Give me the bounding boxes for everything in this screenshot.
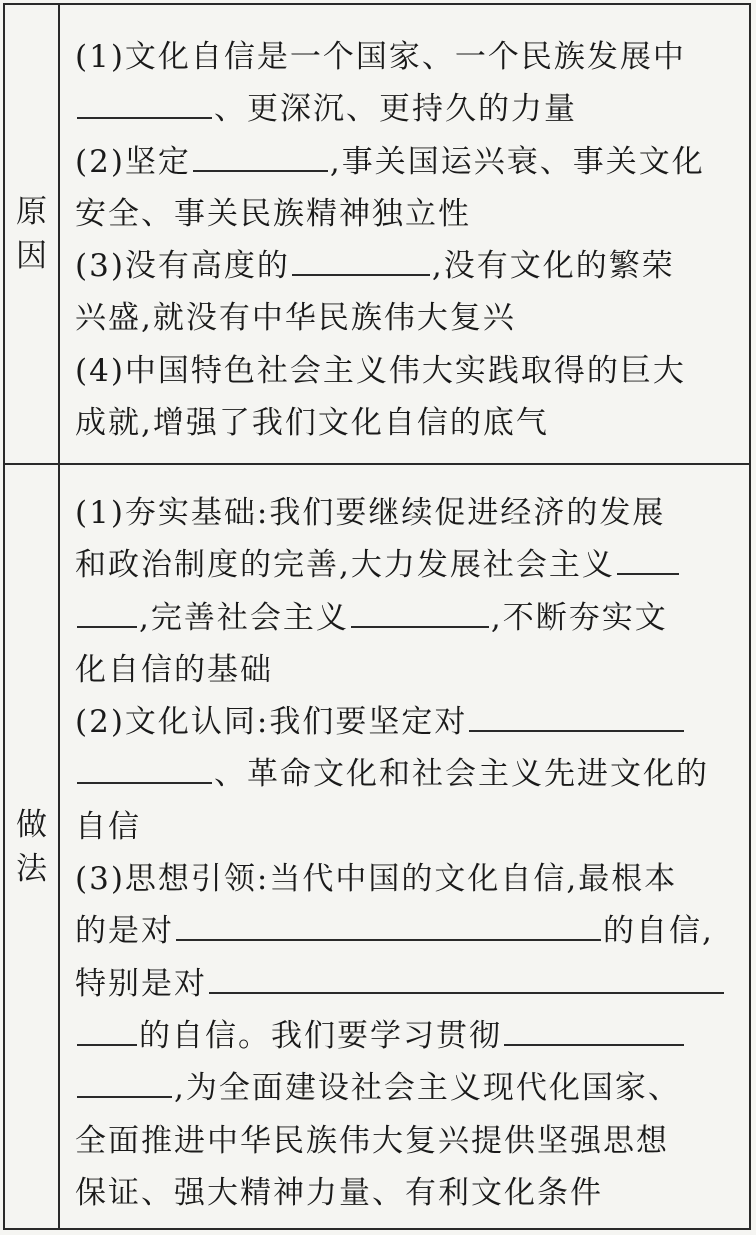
reason-line: [75, 292, 739, 344]
method-label-cell: [5, 465, 60, 1228]
method-line: [75, 539, 739, 591]
text-segment: 成就,增强了我们文化自信的底气: [75, 405, 549, 442]
method-line: [75, 644, 739, 696]
method-label-char: 做: [16, 806, 47, 843]
method-content: [75, 487, 739, 1219]
method-line: [75, 1115, 739, 1167]
method-line: [75, 1010, 739, 1062]
text-segment: 和政治制度的完善,大力发展社会主义: [75, 547, 615, 584]
reason-line: [75, 136, 739, 188]
reason-row: [5, 5, 749, 465]
method-line: [75, 958, 739, 1010]
method-line: [75, 801, 739, 853]
method-label-char: 法: [16, 850, 47, 887]
text-segment: (2)坚定: [75, 143, 191, 180]
method-line: [75, 1167, 739, 1219]
method-line: [75, 1062, 739, 1114]
answer-blank[interactable]: [77, 752, 212, 784]
text-segment: ,不断夯实文: [490, 599, 668, 636]
fill-in-table: [3, 3, 751, 1230]
reason-label-cell: [5, 5, 60, 463]
text-segment: 自信: [75, 808, 141, 845]
reason-label-char: 原: [16, 194, 47, 230]
reason-line: [75, 83, 739, 135]
reason-line: [75, 345, 739, 397]
reason-content: [75, 31, 739, 449]
text-segment: 全面推进中华民族伟大复兴提供坚强思想: [75, 1122, 669, 1159]
text-segment: (2)文化认同:我们要坚定对: [75, 704, 468, 741]
text-segment: (3)思想引领:当代中国的文化自信,最根本: [75, 861, 678, 898]
answer-blank[interactable]: [209, 962, 724, 994]
answer-blank[interactable]: [617, 543, 679, 575]
text-segment: (3)没有高度的: [75, 248, 290, 285]
method-row: [5, 465, 749, 1228]
answer-blank[interactable]: [77, 596, 137, 628]
text-segment: 兴盛,就没有中华民族伟大复兴: [75, 300, 516, 337]
answer-blank[interactable]: [469, 700, 684, 732]
text-segment: 、革命文化和社会主义先进文化的: [214, 756, 709, 793]
text-segment: (4)中国特色社会主义伟大实践取得的巨大: [75, 352, 686, 389]
answer-blank[interactable]: [351, 596, 489, 628]
text-segment: 的自信。我们要学习贯彻: [139, 1017, 502, 1054]
reason-line: [75, 397, 739, 449]
text-segment: (1)夯实基础:我们要继续促进经济的发展: [75, 495, 666, 531]
answer-blank[interactable]: [77, 1066, 172, 1098]
method-line: [75, 853, 739, 905]
reason-line: [75, 188, 739, 240]
method-line: [75, 748, 739, 800]
text-segment: 的是对: [75, 913, 174, 950]
text-segment: 、更深沉、更持久的力量: [214, 91, 577, 128]
answer-blank[interactable]: [504, 1014, 684, 1046]
text-segment: ,没有文化的繁荣: [431, 248, 675, 285]
answer-blank[interactable]: [176, 909, 601, 941]
text-segment: 的自信,: [603, 913, 714, 950]
text-segment: 特别是对: [75, 965, 207, 1002]
method-line: [75, 487, 739, 539]
text-segment: ,完善社会主义: [139, 599, 349, 636]
method-line: [75, 592, 739, 644]
reason-line: [75, 31, 739, 83]
answer-blank[interactable]: [77, 87, 212, 119]
answer-blank[interactable]: [193, 140, 328, 172]
method-line: [75, 905, 739, 957]
text-segment: 保证、强大精神力量、有利文化条件: [75, 1174, 603, 1211]
reason-label-char: 因: [16, 238, 47, 274]
text-segment: 安全、事关民族精神独立性: [75, 195, 471, 232]
answer-blank[interactable]: [77, 1014, 137, 1046]
reason-line: [75, 240, 739, 292]
text-segment: 化自信的基础: [75, 651, 273, 688]
method-line: [75, 696, 739, 748]
text-segment: (1)文化自信是一个国家、一个民族发展中: [75, 39, 686, 75]
text-segment: ,为全面建设社会主义现代化国家、: [174, 1070, 681, 1107]
text-segment: ,事关国运兴衰、事关文化: [329, 143, 705, 180]
answer-blank[interactable]: [292, 244, 430, 276]
